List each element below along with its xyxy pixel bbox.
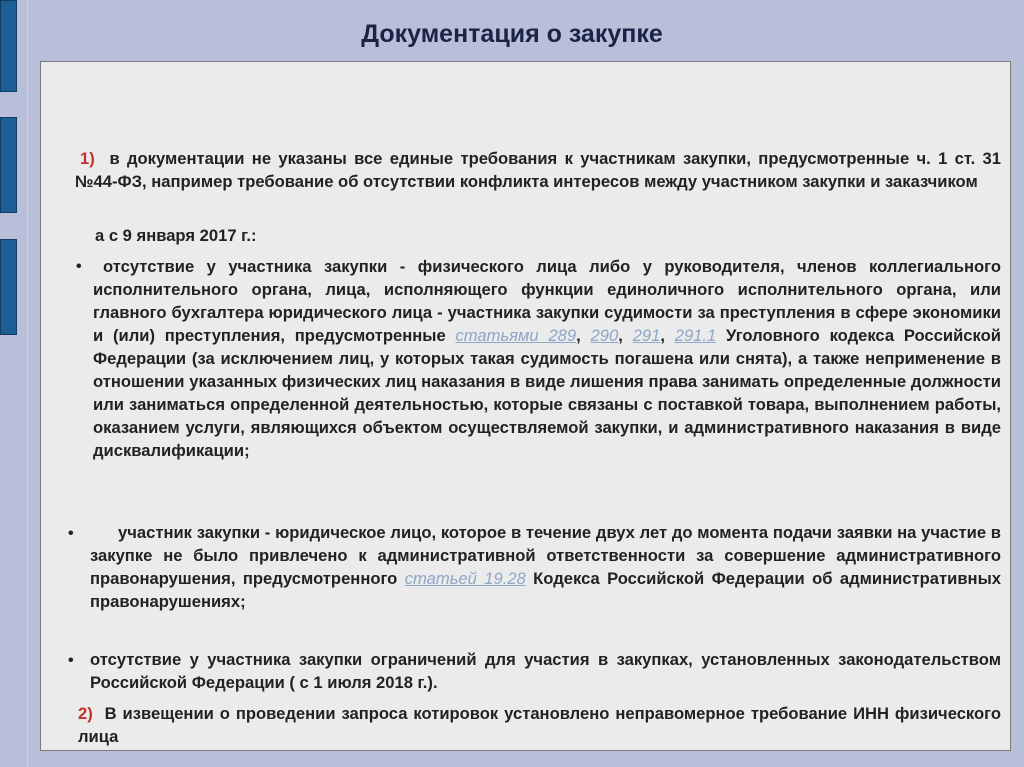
link-article-291-1[interactable]: 291.1 [674, 326, 717, 345]
left-rule [27, 0, 28, 767]
separator: , [660, 326, 665, 345]
paragraph-1 [75, 147, 1001, 193]
side-tab-bottom [0, 239, 17, 335]
link-article-19-28[interactable]: статьей 19.28 [404, 569, 526, 588]
bullet-2-text-b: Кодекса Российской Федерации об административных правонарушениях; [90, 569, 1001, 611]
separator: , [576, 326, 581, 345]
paragraph-1-number: 1) [80, 149, 95, 168]
since-date-text: а с 9 января 2017 г.: [95, 226, 257, 245]
link-article-290[interactable]: 290 [590, 326, 619, 345]
bullet-1-text-b: Уголовного кодекса Российской Федерации (за исключением лиц, у которых такая судимость погашена или снята), а также неприменение в отношении указанных физических лиц наказания в виде лишения права занимать определенные должности или заниматься определенной деятельностью, которые связаны с поставкой товара, выполнением работы, оказанием услуги, являющихся объектом осуществляемой закупки, и административного наказания в виде дисквалификации; [93, 326, 1001, 460]
paragraph-2-text: В извещении о проведении запроса котировок установлено неправомерное требование ИНН физического лица [78, 704, 1001, 746]
paragraph-1-text: в документации не указаны все единые требования к участникам закупки, предусмотренные ч. 1 ст. 31 №44-ФЗ, например требование об отсутствии конфликта интересов между участником закупки и заказчиком [75, 149, 1001, 191]
bullet-3-marker: • [68, 652, 74, 669]
link-article-289[interactable]: статьями 289 [455, 326, 577, 345]
bullet-1-marker: • [76, 258, 82, 275]
page-title: Документация о закупке [361, 20, 663, 48]
paragraph-2-number: 2) [78, 704, 93, 723]
paragraph-2 [78, 702, 1001, 748]
bullet-2-text [90, 521, 1001, 613]
bullet-3-text: отсутствие у участника закупки ограничений для участия в закупках, установленных законодательством Российской Федерации ( с 1 июля 2018 г.). [90, 650, 1001, 692]
bullet-2-text-a: участник закупки - юридическое лицо, которое в течение двух лет до момента подачи заявки на участие в закупке не было привлечено к административной ответственности за совершение административного правонарушения, предусмотренного [90, 523, 1001, 588]
side-tab-middle [0, 117, 17, 213]
link-article-291[interactable]: 291 [632, 326, 661, 345]
separator: , [618, 326, 623, 345]
bullet-1-text-a: отсутствие у участника закупки - физического лица либо у руководителя, членов коллегиального исполнительного органа, лица, исполняющего функции единоличного исполнительного органа, или главного бухгалтера юридического лица - участника закупки судимости за преступления в сфере экономики и (или) преступления, предусмотренные [93, 257, 1001, 345]
bullet-1-text [93, 255, 1001, 462]
bullet-2-marker: • [68, 525, 74, 542]
